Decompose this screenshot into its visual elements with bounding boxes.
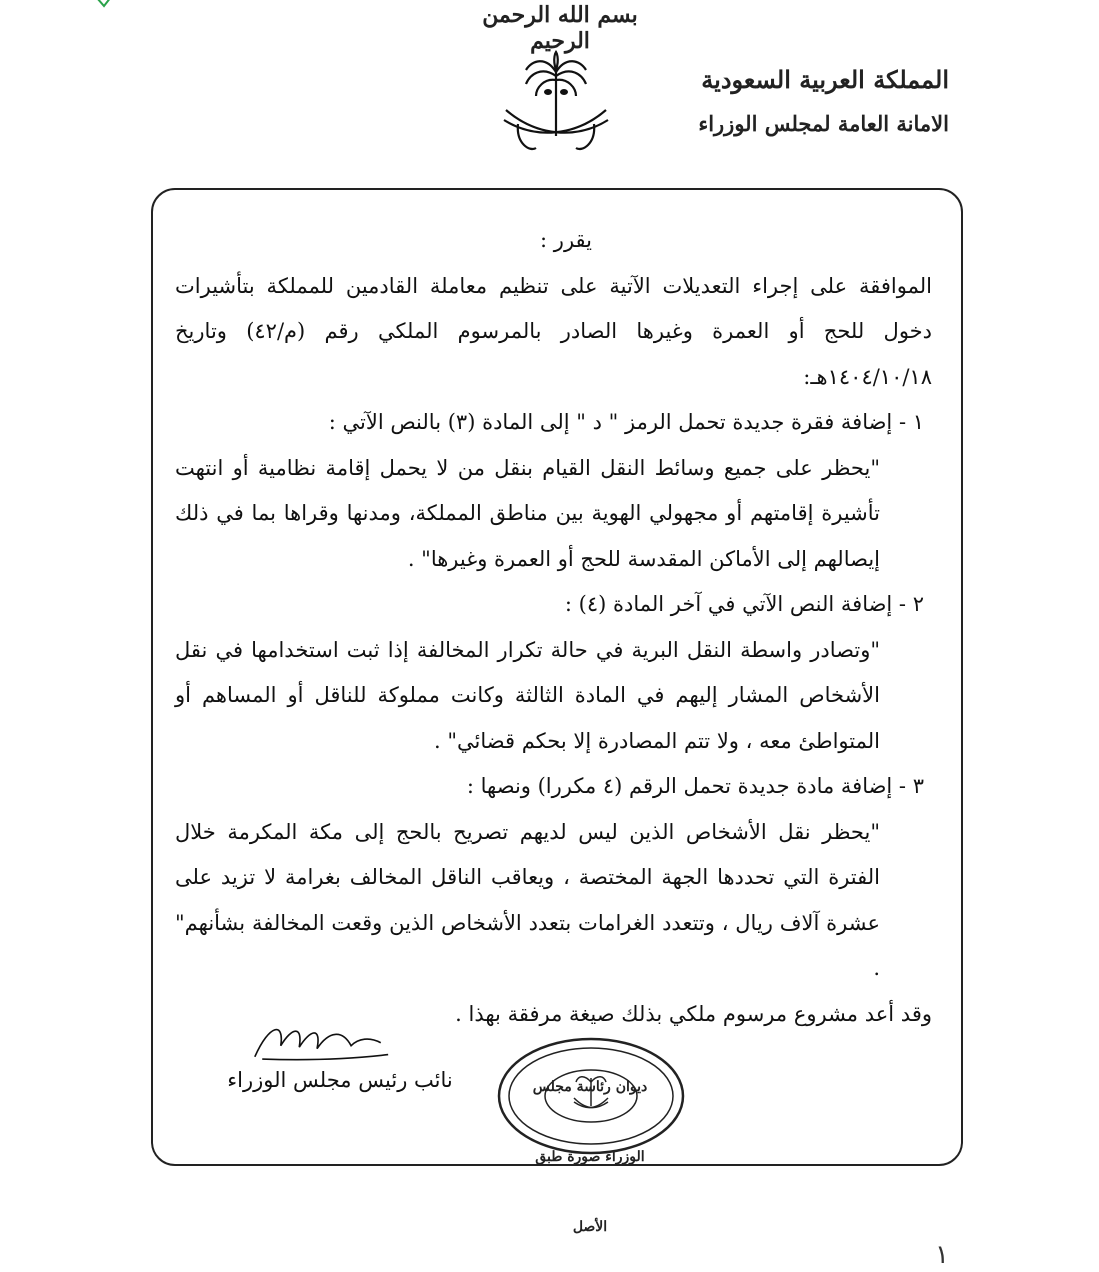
corner-mark-icon xyxy=(96,0,112,8)
page-mark: ١ xyxy=(935,1240,949,1270)
item-1-quote: "يحظر على جميع وسائط النقل القيام بنقل من لا يحمل إقامة نظامية أو انتهت تأشيرة إقامتهم أو مجهولي الهوية بين مناطق المملكة، ومدنها وقراها بما في ذلك إيصالهم إلى الأماكن المقدسة للحج أو العمرة وغيرها" . xyxy=(175,455,880,571)
item-2-heading: ٢ - إضافة النص الآتي في آخر المادة (٤) : xyxy=(564,592,924,616)
basmala: بسم الله الرحمن الرحيم xyxy=(482,2,638,54)
intro-paragraph: الموافقة على إجراء التعديلات الآتية على تنظيم معاملة القادمين للمملكة بتأشيرات دخول للحج أو العمرة وغيرها الصادر بالمرسوم الملكي رقم (م/٤٢) وتاريخ ١٤٠٤/١٠/١٨هـ: xyxy=(175,273,932,389)
letterhead xyxy=(689,58,949,146)
item-2-quote: "وتصادر واسطة النقل البرية في حالة تكرار المخالفة إذا ثبت استخدامها في نقل الأشخاص المشار إليهم في المادة الثالثة وكانت مملوكة للناقل أو المساهم أو المتواطئ معه ، ولا تتم المصادرة إلا بحكم قضائي" . xyxy=(175,637,880,753)
item-3-heading: ٣ - إضافة مادة جديدة تحمل الرقم (٤ مكررا) ونصها : xyxy=(466,774,924,798)
decides-heading: يقرر : xyxy=(540,228,592,252)
saudi-emblem-icon xyxy=(496,48,616,163)
signature-caption: نائب رئيس مجلس الوزراء xyxy=(227,1068,453,1092)
closing-paragraph: وقد أعد مشروع مرسوم ملكي بذلك صيغة مرفقة بهذا . xyxy=(455,1001,932,1026)
decision-body xyxy=(175,218,932,1037)
item-3-quote: "يحظر نقل الأشخاص الذين ليس لديهم تصريح بالحج إلى مكة المكرمة خلال الفترة التي تحددها الجهة المختصة ، ويعاقب الناقل المخالف بغرامة لا تزيد على عشرة آلاف ريال ، وتتعدد الغرامات بتعدد الأشخاص الذين وقعت المخالفة بشأنهم" . xyxy=(175,819,880,980)
letterhead-line2: الامانة العامة لمجلس الوزراء xyxy=(698,111,949,136)
seal-text: ديوان رئاسة مجلس الوزراء صورة طبق الأصل xyxy=(532,1079,648,1235)
letterhead-line1: المملكة العربية السعودية xyxy=(701,65,949,94)
item-1-heading: ١ - إضافة فقرة جديدة تحمل الرمز " د " إلى المادة (٣) بالنص الآتي : xyxy=(328,410,924,434)
handwritten-signature xyxy=(240,1012,440,1072)
